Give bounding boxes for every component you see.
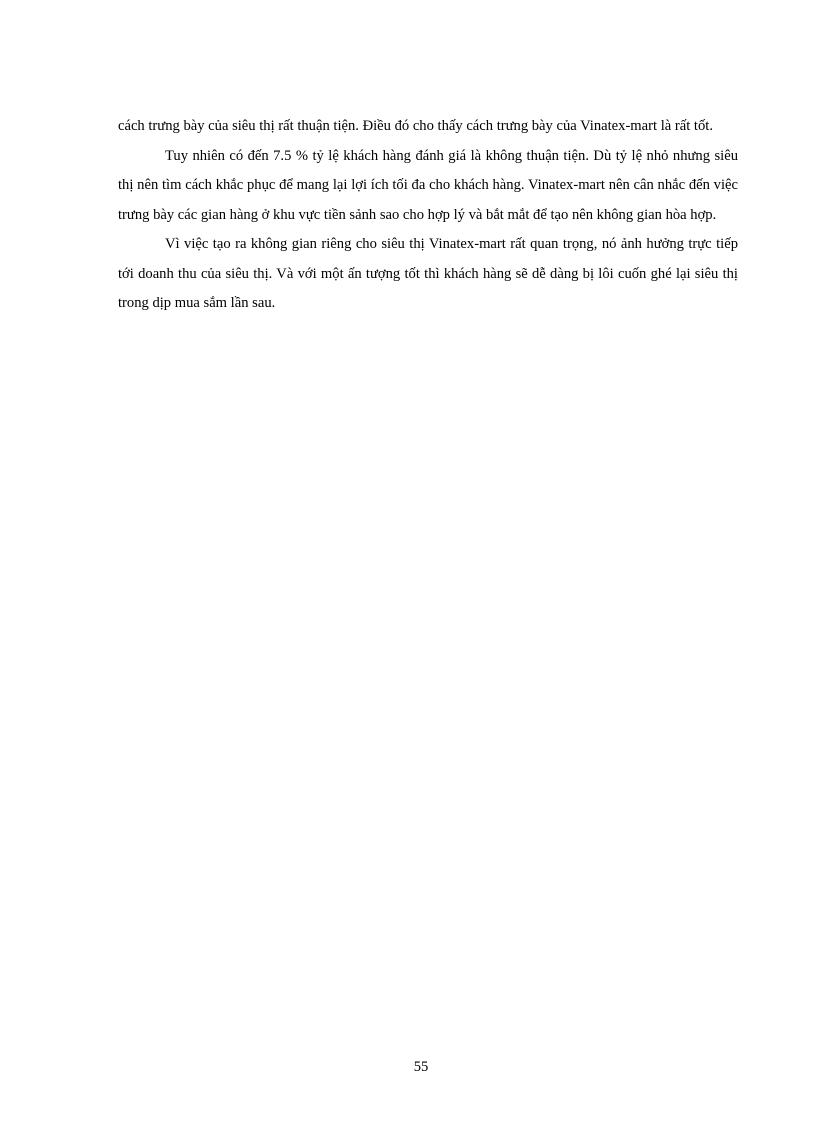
paragraph-continuation: cách trưng bày của siêu thị rất thuận tiện. Điều đó cho thấy cách trưng bày của Vinatex-mart là rất tốt. [118,118,713,134]
paragraph-space-importance: Vì việc tạo ra không gian riêng cho siêu thị Vinatex-mart rất quan trọng, nó ảnh hưởng trực tiếp tới doanh thu của siêu thị. Và với một ấn tượng tốt thì khách hàng sẽ dễ dàng bị lôi cuốn ghé lại siêu thị trong dịp mua sắm lần sau. [118,236,738,311]
paragraph-dissatisfied-customers: Tuy nhiên có đến 7.5 % tỷ lệ khách hàng đánh giá là không thuận tiện. Dù tỷ lệ nhỏ nhưng siêu thị nên tìm cách khắc phục để mang lại lợi ích tối đa cho khách hàng. Vinatex-mart nên cân nhắc đến việc trưng bày các gian hàng ở khu vực tiền sảnh sao cho hợp lý và bắt mắt để tạo nên không gian hòa hợp. [118,147,738,223]
page-number: 55 [413,1059,429,1075]
document-body [118,112,738,319]
